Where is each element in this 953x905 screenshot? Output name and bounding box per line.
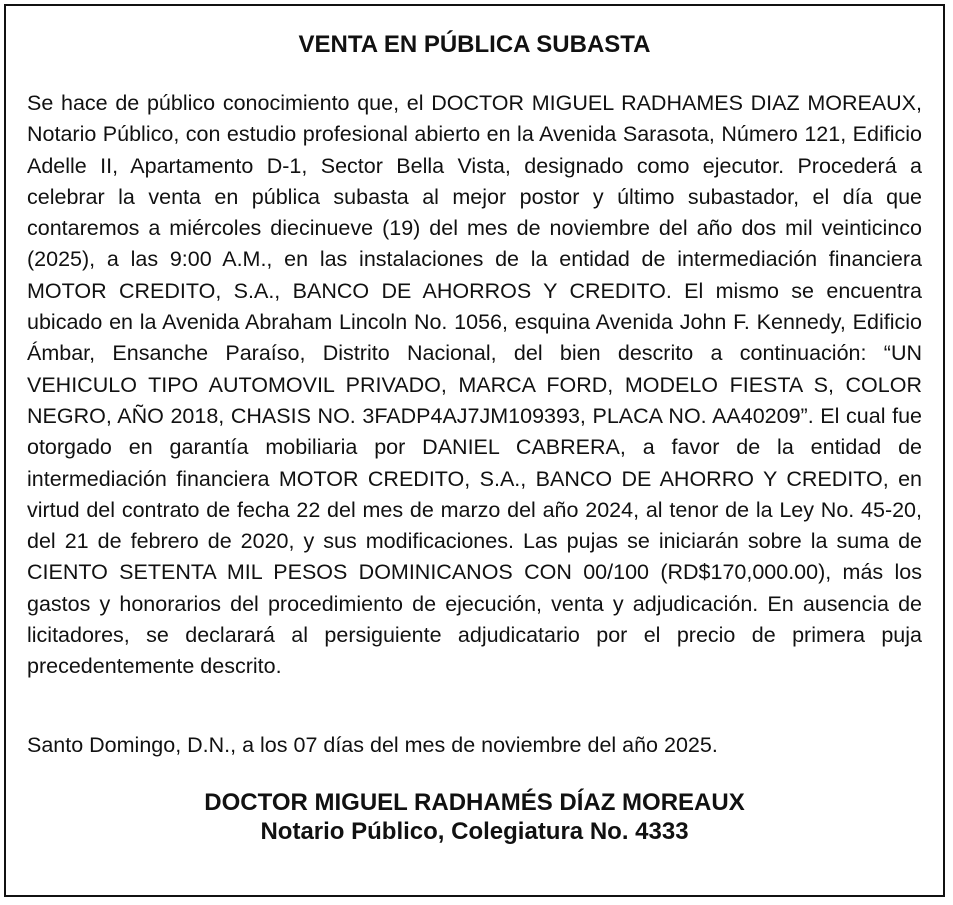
notice-body: Se hace de público conocimiento que, el DOCTOR MIGUEL RADHAMES DIAZ MOREAUX, Notario Público, con estudio profesional abierto en la Avenida Sarasota, Número 121, Edificio Adelle II, Apartamento D-1, Sector Bella Vista, designado como ejecutor. Procederá a celebrar la venta en pública subasta al mejor postor y último subastador, el día que contaremos a miércoles diecinueve (19) del mes de noviembre del año dos mil veinticinco (2025), a las 9:00 A.M., en las instalaciones de la entidad de intermediación financiera MOTOR CREDITO, S.A., BANCO DE AHORROS Y CREDITO. El mismo se encuentra ubicado en la Avenida Abraham Lincoln No. 1056, esquina Avenida John F. Kennedy, Edificio Ámbar, Ensanche Paraíso, Distrito Nacional, del bien descrito a continuación: “UN VEHICULO TIPO AUTOMOVIL PRIVADO, MARCA FORD, MODELO FIESTA S, COLOR NEGRO, AÑO 2018, CHASIS NO. 3FADP4AJ7JM109393, PLACA NO. AA40209”. El cual fue otorgado en garantía mobiliaria por DANIEL CABRERA, a favor de la entidad de intermediación financiera MOTOR CREDITO, S.A., BANCO DE AHORRO Y CREDITO, en virtud del contrato de fecha 22 del mes de marzo del año 2024, al tenor de la Ley No. 45-20, del 21 de febrero de 2020, y sus modificaciones. Las pujas se iniciarán sobre la suma de CIENTO SETENTA MIL PESOS DOMINICANOS CON 00/100 (RD$170,000.00), más los gastos y honorarios del procedimiento de ejecución, venta y adjudicación. En ausencia de licitadores, se declarará al persiguiente adjudicatario por el precio de primera puja precedentemente descrito. bbox=[27, 91, 922, 679]
signature-name: DOCTOR MIGUEL RADHAMÉS DÍAZ MOREAUX bbox=[204, 789, 745, 816]
signature-block bbox=[6, 788, 943, 846]
notice-title: VENTA EN PÚBLICA SUBASTA bbox=[298, 31, 651, 58]
signature-role: Notario Público, Colegiatura No. 4333 bbox=[260, 818, 689, 845]
notice-date-line: Santo Domingo, D.N., a los 07 días del mes de noviembre del año 2025. bbox=[27, 733, 718, 757]
legal-notice bbox=[4, 4, 945, 897]
